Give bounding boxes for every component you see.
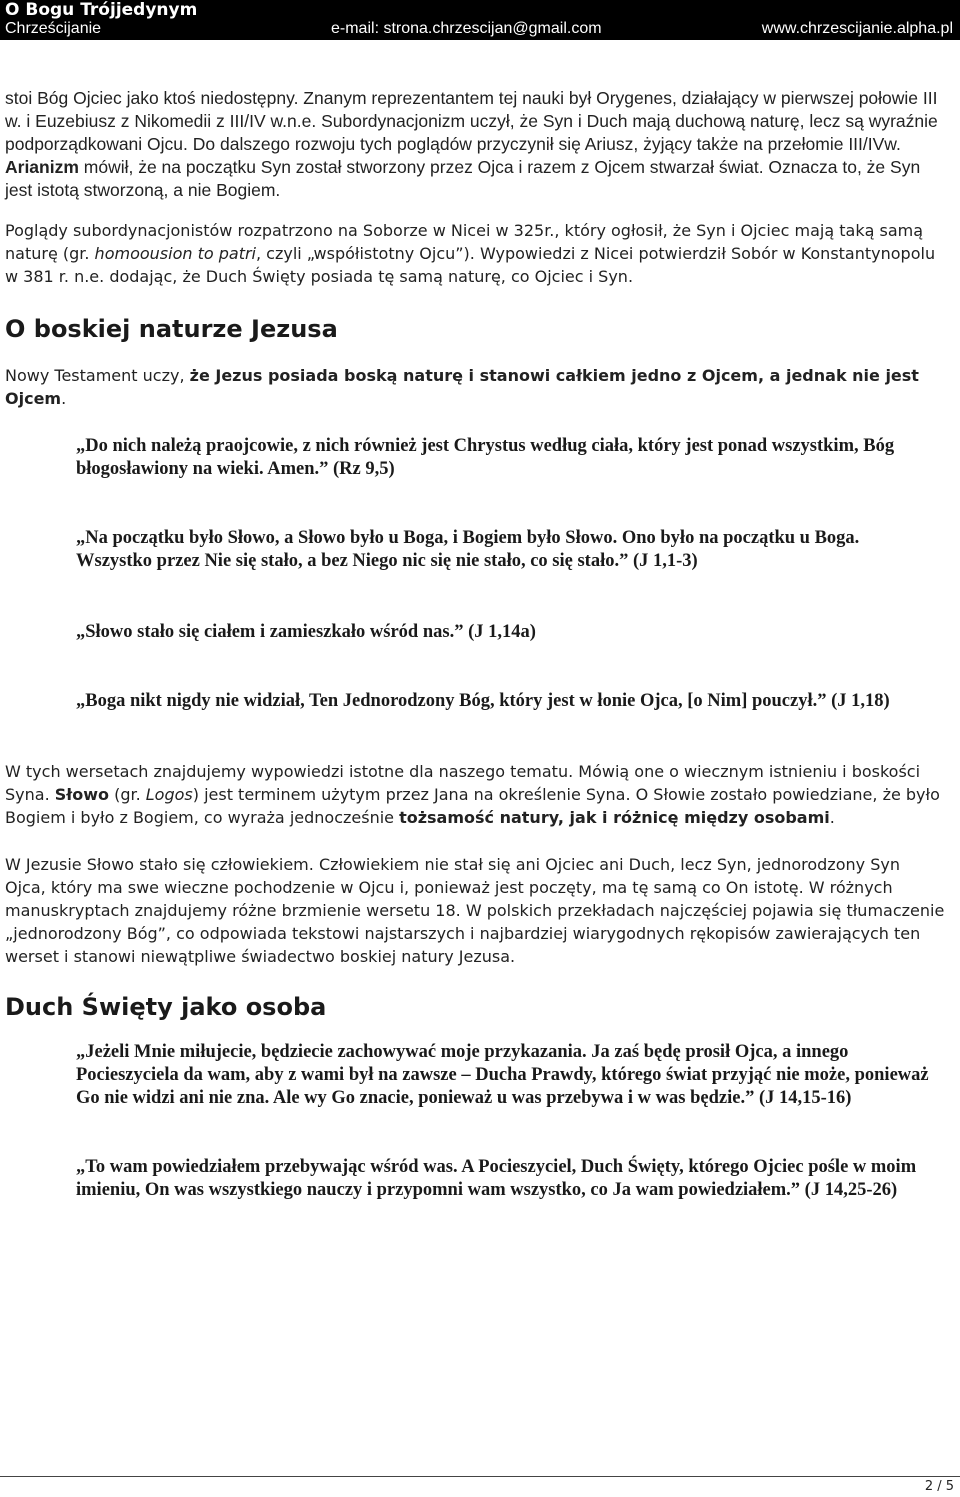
page-header: [0, 0, 960, 40]
bold-term-arianism: Arianizm: [5, 157, 79, 177]
paragraph-nicaea: [5, 219, 945, 288]
bible-quote: „Słowo stało się ciałem i zamieszkało wśród nas.” (J 1,14a): [76, 622, 536, 642]
bible-quote: „Jeżeli Mnie miłujecie, będziecie zachowywać moje przykazania. Ja zaś będę prosił Ojca, a innego Pocieszyciela da wam, aby z wami był na zawsze – Ducha Prawdy, którego świat przyjąć nie może, ponieważ Go nie widzi ani nie zna. Ale wy Go znacie, ponieważ u was przebywa i w was będzie.” (J 14,15-16): [76, 1042, 929, 1108]
italic-term: homoousion to patri: [94, 244, 256, 263]
bible-quote: „To wam powiedziałem przebywając wśród was. A Pocieszyciel, Duch Święty, którego Ojciec pośle w moim imieniu, On was wszystkiego nauczy i przypomni wam wszystko, co Ja wam powiedziałem.” (J 14,25-26): [76, 1157, 917, 1200]
italic-term-logos: Logos: [145, 785, 193, 804]
bible-quote: „Do nich należą praojcowie, z nich również jest Chrystus według ciała, który jest ponad wszystkim, Bóg błogosławiony na wieki. Amen.” (Rz 9,5): [76, 436, 895, 479]
email-address: e-mail: strona.chrzescijan@gmail.com: [331, 20, 602, 37]
text: .: [61, 389, 67, 408]
bible-quote: „Boga nikt nigdy nie widział, Ten Jednorodzony Bóg, który jest w łonie Ojca, [o Nim] pouczył.” (J 1,18): [76, 691, 890, 711]
page-number: 2 / 5: [924, 1479, 954, 1494]
text: Poglądy subordynacjonistów rozpatrzono na Soborze w Nicei w 325r., który ogłosił, że Syn i Ojciec mają taką samą naturę (gr.: [5, 221, 924, 263]
text: (gr.: [108, 785, 146, 804]
document-title: O Bogu Trójjedynym: [5, 0, 198, 20]
bold-statement: tożsamość natury, jak i różnicę między osobami: [399, 808, 830, 827]
paragraph-logos: [5, 760, 945, 829]
paragraph-incarnation: W Jezusie Słowo stało się człowiekiem. Człowiekiem nie stał się ani Ojciec ani Duch, lecz Syn, jednorodzony Syn Ojca, który ma swe wieczne pochodzenie w Ojcu i, ponieważ jest poczęty, ma tę samą co On istotę. W różnych manuskryptach znajdujemy różne brzmienie wersetu 18. W polskich przekładach najczęściej pojawia się tłumaczenie „jednorodzony Bóg”, co odpowiada tekstowi najstarszych i najbardziej wiarygodnych rękopisów zawierających ten werset i stanowi niewątpliwe świadectwo boskiej natury Jezusa.: [5, 855, 945, 966]
bold-term-word: Słowo: [54, 785, 109, 804]
text: mówił, że na początku Syn został stworzony przez Ojca i razem z Ojcem stwarzał świat. Oznacza to, że Syn jest istotą stworzoną, a nie Bogiem.: [5, 157, 921, 200]
article-body: [5, 87, 945, 1202]
text: .: [829, 808, 835, 827]
text: Nowy Testament uczy,: [5, 366, 190, 385]
text: stoi Bóg Ojciec jako ktoś niedostępny. Znanym reprezentantem tej nauki był Orygenes, działający w pierwszej połowie III w. i Euzebiusz z Nikomedii z III/IV w.n.e. Subordynacjonizm uczył, że Syn i Duch mają duchową naturę, lecz są wyraźnie podporządkowani Ojcu. Do dalszego rozwoju tych poglądów przyczynił się Ariusz, żyjący także na przełomie III/IVw.: [5, 88, 938, 154]
bible-quote: „Na początku było Słowo, a Słowo było u Boga, i Bogiem było Słowo. Ono było na początku u Boga. Wszystko przez Nie się stało, a bez Niego nic się nie stało, co się stało.” (J 1,1-3): [76, 528, 860, 571]
paragraph-new-testament: [5, 364, 945, 410]
footer-divider: [0, 1476, 960, 1477]
site-name: Chrześcijanie: [5, 20, 102, 37]
text: , czyli „współistotny Ojcu”). Wypowiedzi z Nicei potwierdził Sobór w Konstantynopolu w 381 r. n.e. dodając, że Duch Święty posiada tę samą naturę, co Ojciec i Syn.: [5, 244, 936, 286]
site-url: www.chrzescijanie.alpha.pl: [761, 20, 953, 37]
paragraph-subordinationism: [5, 87, 945, 202]
text: ) jest terminem użytym przez Jana na określenie Syna. O Słowie zostało powiedziane, że było Bogiem i było z Bogiem, co wyraża jednocześnie: [5, 785, 940, 827]
section-heading-divine-nature: O boskiej naturze Jezusa: [5, 315, 338, 343]
text: W tych wersetach znajdujemy wypowiedzi istotne dla naszego tematu. Mówią one o wiecznym istnieniu i boskości Syna.: [5, 762, 921, 804]
section-heading-holy-spirit: Duch Święty jako osoba: [5, 993, 327, 1021]
bold-statement: że Jezus posiada boską naturę i stanowi całkiem jedno z Ojcem, a jednak nie jest Ojcem: [5, 366, 919, 408]
